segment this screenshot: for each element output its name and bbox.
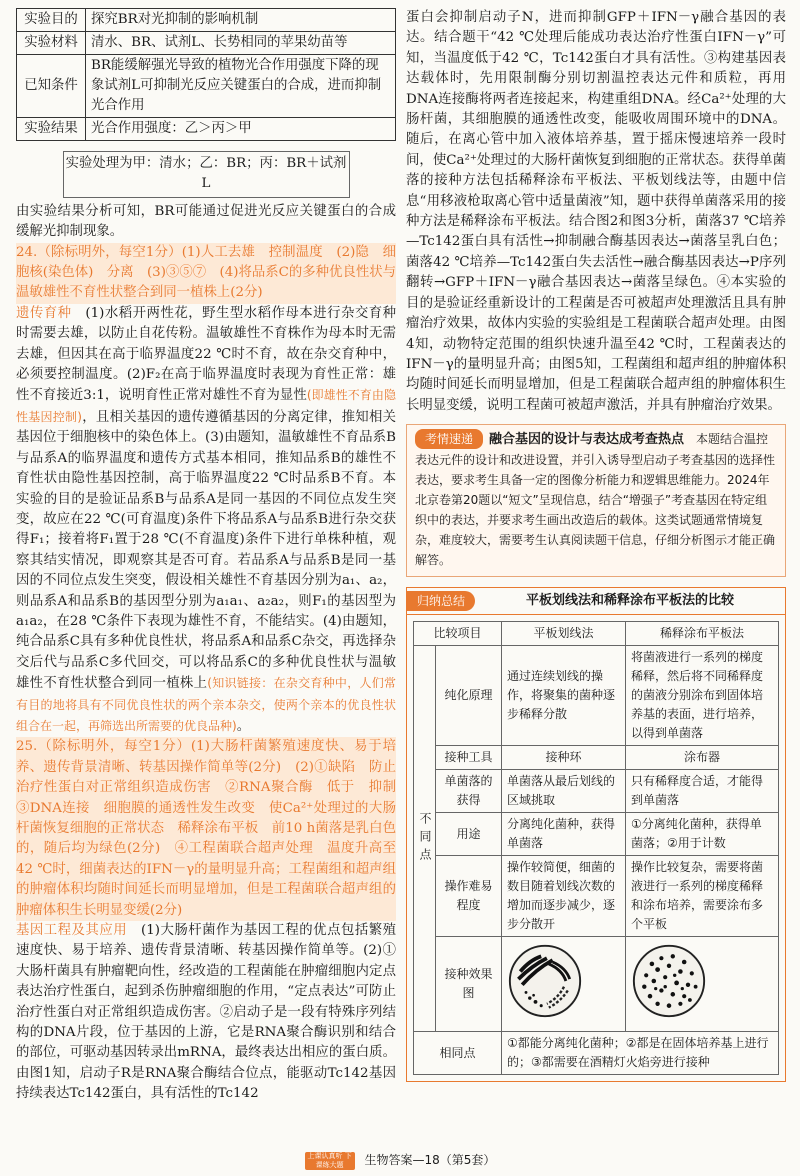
q25-text-a: (1)大肠杆菌作为基因工程的优点包括繁殖速度快、易于培养、遗传背景清晰、转基因操作简单等。(2)①大肠杆菌具有肿瘤靶向性，经改造的工程菌能在肿瘤细胞内定点表达治疗性蛋白，起到杀伤肿瘤细胞的作用，“定点表达”可防止治疗性蛋白对正常组织造成伤害。②启动子是一段有特殊序列结构的DNA片段，位于基因的上游，它是RNA聚合酶识别和结合的部位，可驱动基因转录出mRNA，最终表达出相应的蛋白质。由图1知，启动子R是RNA聚合酶结合位点，能驱动Tc142基因持续表达Tc142蛋白，具有活性的Tc142 — [16, 923, 397, 1102]
cell: 操作较简便，细菌的数目随着划线次数的增加而逐步减少，逐步分散开 — [502, 856, 626, 937]
cell: 涂布器 — [626, 746, 779, 770]
cell: 分离纯化菌种，获得单菌落 — [502, 813, 626, 856]
spread-plate-cell — [626, 937, 779, 1032]
row-label: 实验材料 — [17, 32, 86, 55]
q24-answer: 24.（除标明外，每空1分）(1)人工去雄 控制温度 (2)隐 细胞核(染色体) 分离 (3)③⑤⑦ (4)将品系C的多种优良性状与温敏雄性不育性状整合到同一植株上(2分) — [16, 243, 396, 304]
q25-topic: 基因工程及其应用 — [16, 923, 128, 939]
table-row — [17, 55, 396, 118]
footer-logo: 上课认真听 下课练大题 — [305, 1152, 355, 1170]
q24-text-end: 。 — [236, 718, 251, 734]
cell: ①都能分离纯化菌种；②都是在固体培养基上进行的；③都需要在酒精灯火焰旁进行接种 — [502, 1032, 779, 1075]
q24-text-a: (1)水稻开两性花，野生型水稻作母本进行杂交育种时需要去雄，以防止自花传粉。温敏雄性不育株作为母本时无需去雄，但因其在高于临界温度22 ℃时不育，故在杂交育种中，必须要控制温度。(2)F₂在高于临界温度时表现为育性正常：雄性不育接近3:1，说明育性正常对雄性不育为显性 — [16, 305, 397, 404]
summary-box — [406, 587, 786, 1082]
table-row — [17, 118, 396, 141]
right-column — [406, 8, 786, 1082]
exam-tip-box — [406, 424, 786, 577]
summary-header — [407, 588, 785, 615]
streak-plate-cell — [502, 937, 626, 1032]
item-cell: 操作难易程度 — [436, 856, 502, 937]
group-label: 不同点 — [414, 646, 436, 1032]
q25-explanation — [16, 921, 396, 1105]
spread-plate-image — [631, 943, 707, 1019]
tip-label: 考情速递 — [415, 429, 483, 449]
item-cell: 相同点 — [414, 1032, 502, 1075]
q24-text-b: ，且相关基因的遗传遵循基因的分离定律，推知相关基因位于细胞核中的染色体上。(3)由题知，温敏雄性不育品系B与品系A的临界温度和遗传方式基本相同，推知品系B的雄性不育性状由隐性基因控制，高于临界温度22 ℃时品系B不育。本实验的目的是验证品系B与品系A是同一基因的不同位点发生突变，故应在22 ℃(可育温度)条件下将品系A与品系B进行杂交获得F₁；接着将F₁置于28 ℃(不育温度)条件下进行单株种植，观察其结实情况，即观察其是否可育。若品系A与品系B是同一基因的不同位点发生突变，假设相关雄性不育基因分别为a₁、a₂，则品系A和品系B的基因型分别为a₁a₁、a₂a₂，则F₁的基因型为a₁a₂，在28 ℃条件下表现为雄性不育，不能结实。(4)由题知，纯合品系C具有多种优良性状，将品系A和品系C杂交，再选择杂交后代与品系C多代回交，可以将品系C的多种优良性状与温敏雄性不育性状整合到同一植株上 — [16, 409, 397, 692]
tip-body: 本题结合温控表达元件的设计和改进设置，并引入诱导型启动子考查基因的选择性表达，要求考生具备一定的图像分析能力和逻辑思维能力。2024年北京卷第20题以“短文”呈现信息，结合“增强子”考查基因在特定组织中的表达，并要求考生画出改造后的载体。这类试题通常情境复杂，难度较大，需要考生认真阅读题干信息，仔细分析图示才能正确解答。 — [415, 432, 776, 568]
row-label: 实验结果 — [17, 118, 86, 141]
table-row — [414, 1032, 779, 1075]
q25-explanation-cont: 蛋白会抑制启动子N，进而抑制GFP＋IFN－γ融合基因的表达。结合题干“42 ℃处理后能成功表达治疗性蛋白IFN－γ”可知，当温度低于42 ℃，Tc142蛋白才具有活性。③构建基因表达载体时，先用限制酶分别切割温控表达元件和质粒，再用DNA连接酶将两者连接起来，构建重组DNA。经Ca²⁺处理的大肠杆菌，其细胞膜的通透性改变，能吸收周围环境中的DNA。随后，在离心管中加入液体培养基，置于摇床慢速培养一段时间，使Ca²⁺处理过的大肠杆菌恢复到细胞的正常状态。获得单菌落的接种方法包括稀释涂布平板法、平板划线法等，由题中信息“用移液枪取离心管中适量菌液”知，题中获得单菌落采用的接种方法是稀释涂布平板法。结合图2和图3分析，菌落37 ℃培养—Tc142蛋白具有活性→抑制融合酶基因表达→菌落呈乳白色；菌落42 ℃培养—Tc142蛋白失去活性→融合酶基因表达→P序列翻转→GFP＋IFN－γ融合基因表达→菌落呈绿色。④本实验的目的是验证经重新设计的工程菌是否可被超声处理激活且具有肿瘤治疗效果，故体内实验的实验组是工程菌联合超声处理。由图4知，动物特定范围的组织快速升温至42 ℃时，工程菌表达的IFN－γ的量明显升高；由图5知，工程菌组和超声组的肿瘤体积均随时间延长而明显增加，但是工程菌联合超声组的肿瘤体积生长明显变缓，说明工程菌可被超声激活，并具有肿瘤治疗效果。 — [406, 10, 786, 413]
table-row — [414, 646, 779, 746]
row-value: 清水、BR、试剂L、长势相同的苹果幼苗等 — [86, 32, 396, 55]
left-column — [16, 8, 410, 1105]
header-cell: 稀释涂布平板法 — [626, 622, 779, 646]
table-row — [414, 746, 779, 770]
q24-topic: 遗传育种 — [16, 305, 72, 321]
row-value: BR能缓解强光导致的植物光合作用强度下降的现象试剂L可抑制光反应关键蛋白的合成，进而抑制光合作用 — [86, 55, 396, 118]
cell: 只有稀释度合适，才能得到单菌落 — [626, 770, 779, 813]
table-header-row — [414, 622, 779, 646]
row-label: 实验目的 — [17, 9, 86, 32]
table-row — [414, 937, 779, 1032]
header-cell: 平板划线法 — [502, 622, 626, 646]
q25-answer: 25.（除标明外，每空1分）(1)大肠杆菌繁殖速度快、易于培养、遗传背景清晰、转基因操作简单等(2分) (2)①缺陷 防止治疗性蛋白对正常组织造成伤害 ②RNA聚合酶 低于 抑制 ③DNA连接 细胞膜的通透性发生改变 使Ca²⁺处理过的大肠杆菌恢复细胞的正常状态 稀释涂布平板 前10 h菌落是乳白色的，随后均为绿色(2分) ④工程菌联合超声处理 温度升高至42 ℃时，细菌表达的IFN－γ的量明显升高；工程菌组和超声组的肿瘤体积均随时间延长而明显增加，但是工程菌联合超声组的肿瘤体积生长明显变缓(2分) — [16, 737, 396, 921]
row-value: 光合作用强度：乙＞丙＞甲 — [86, 118, 396, 141]
cell: 操作比较复杂，需要将菌液进行一系列的梯度稀释和涂布培养，需要涂布多个平板 — [626, 856, 779, 937]
cell: ①分离纯化菌种，获得单菌落；②用于计数 — [626, 813, 779, 856]
table-row — [414, 813, 779, 856]
cell: 通过连续划线的操作，将聚集的菌种逐步稀释分散 — [502, 646, 626, 746]
item-cell: 接种工具 — [436, 746, 502, 770]
header-cell: 比较项目 — [414, 622, 502, 646]
item-cell: 接种效果图 — [436, 937, 502, 1032]
table-row — [17, 9, 396, 32]
table-row — [414, 770, 779, 813]
summary-title: 平板划线法和稀释涂布平板法的比较 — [526, 592, 735, 608]
cell: 接种环 — [502, 746, 626, 770]
row-label: 已知条件 — [17, 55, 86, 118]
q24-explanation — [16, 304, 396, 738]
conclusion-text: 由实验结果分析可知，BR可能通过促进光反应关键蛋白的合成缓解光抑制现象。 — [16, 203, 396, 240]
item-cell: 用途 — [436, 813, 502, 856]
item-cell: 单菌落的获得 — [436, 770, 502, 813]
tip-title: 融合基因的设计与表达成考查热点 — [489, 432, 685, 448]
treatment-box: 实验处理为甲：清水；乙：BR；丙：BR＋试剂L — [63, 151, 350, 198]
row-value: 探究BR对光抑制的影响机制 — [86, 9, 396, 32]
q24-note-2: (知识链接：在杂交育种中，人们常有目的地将具有不同优良性状的两个亲本杂交，使两个亲本的优良性状组合在一起，再筛选出所需要的优良品种) — [16, 676, 397, 733]
item-cell: 纯化原理 — [436, 646, 502, 746]
table-row — [414, 856, 779, 937]
summary-label: 归纳总结 — [407, 591, 475, 611]
experiment-table — [16, 8, 396, 141]
comparison-table — [413, 621, 779, 1075]
streak-plate-image — [507, 943, 583, 1019]
cell: 单菌落从最后划线的区域挑取 — [502, 770, 626, 813]
page-footer — [0, 1148, 800, 1172]
cell: 将菌液进行一系列的梯度稀释，然后将不同稀释度的菌液分别涂布到固体培养基的表面，进行培养，以得到单菌落 — [626, 646, 779, 746]
q24-note-1: (即雄性不育由隐性基因控制) — [16, 388, 396, 424]
table-row — [17, 32, 396, 55]
tip-content — [415, 429, 777, 570]
page-number: 生物答案—18（第5套） — [364, 1153, 496, 1167]
